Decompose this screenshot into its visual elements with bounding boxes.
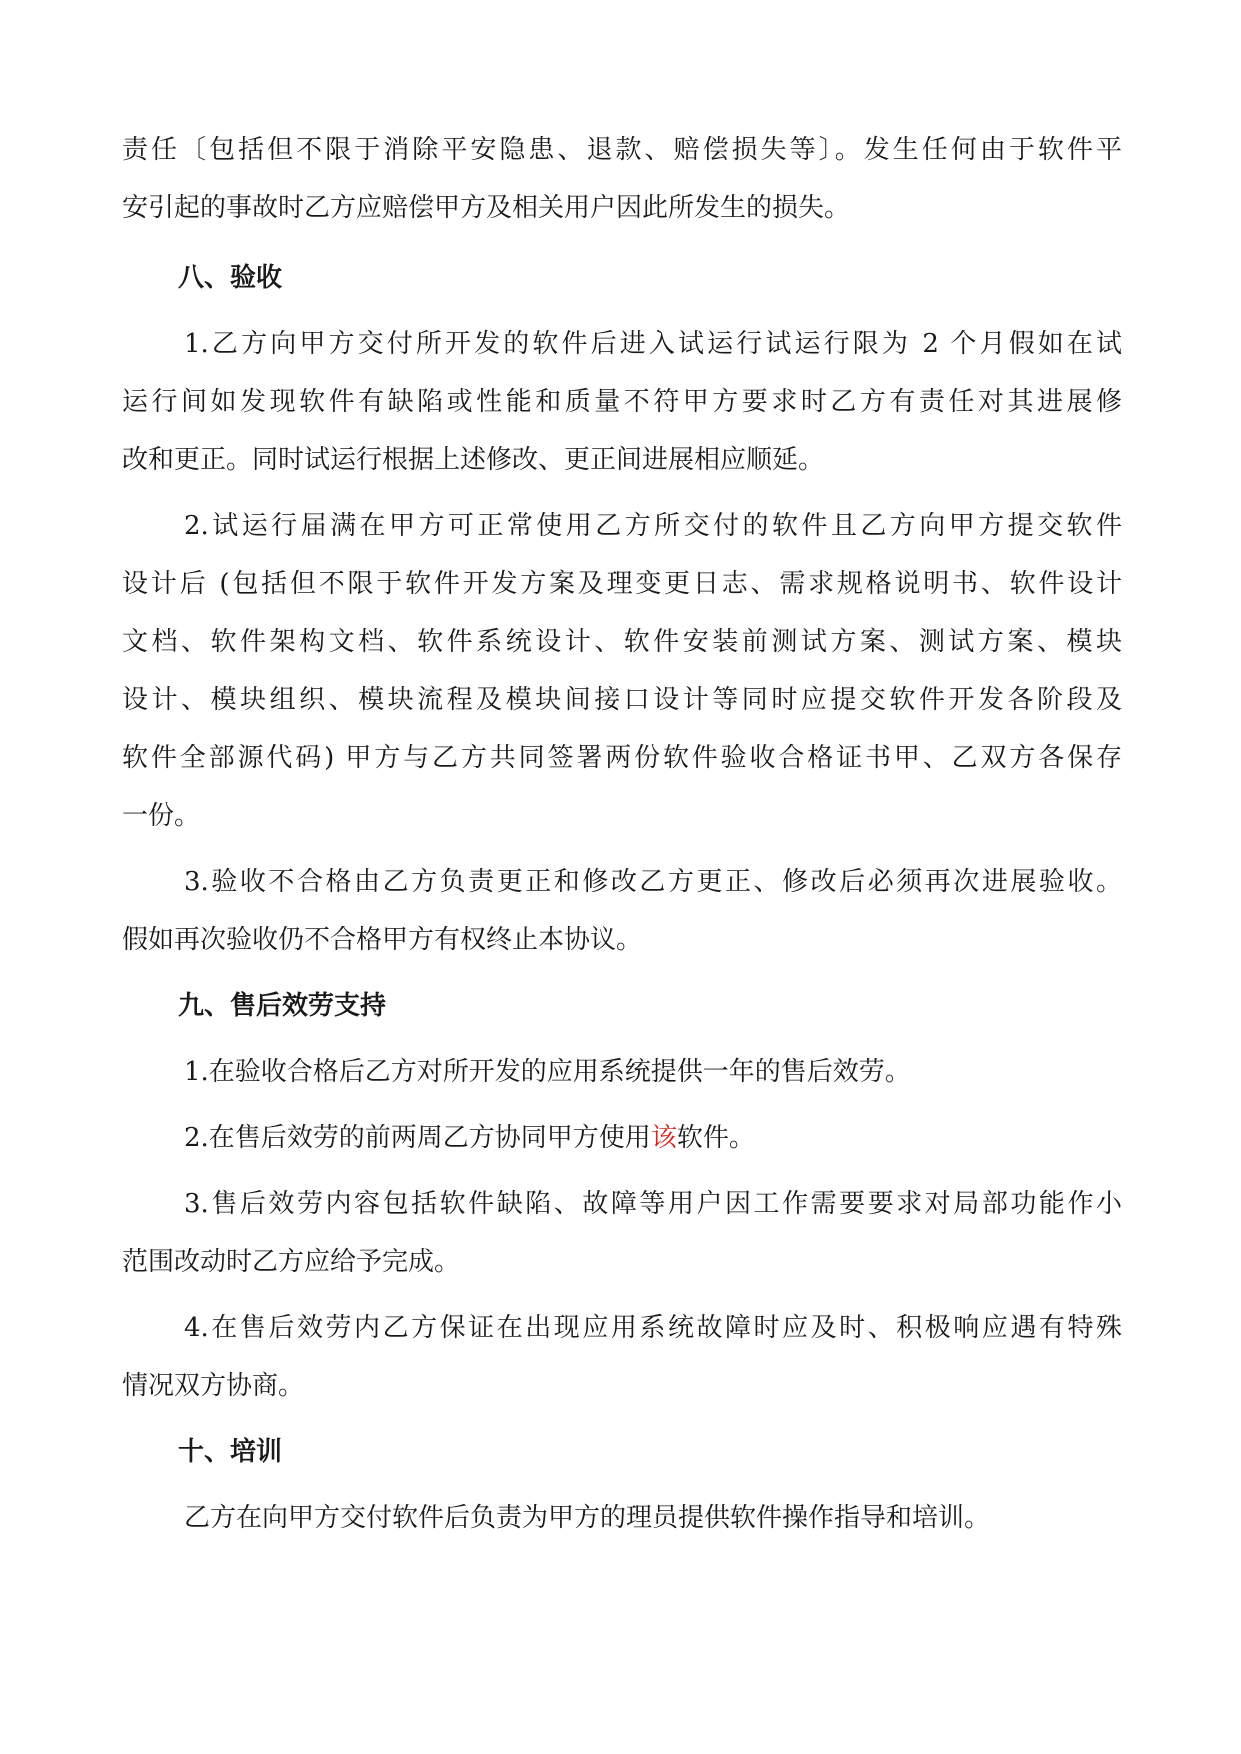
section-8-p1-line-2: 运行间如发现软件有缺陷或性能和质量不符甲方要求时乙方有责任对其进展修 (122, 387, 1122, 417)
section-9-p2-text-before: 2.在售后效劳的前两周乙方协同甲方使用 (184, 1123, 651, 1153)
section-9-p3-line-2: 范围改动时乙方应给予完成。 (122, 1247, 461, 1277)
section-8-p2-line-5: 软件全部源代码) 甲方与乙方共同签署两份软件验收合格证书甲、乙双方各保存 (122, 743, 1122, 773)
section-8-p1-line-1: 1.乙方向甲方交付所开发的软件后进入试运行试运行限为 2 个月假如在试 (184, 329, 1122, 359)
section-10-p1: 乙方在向甲方交付软件后负责为甲方的理员提供软件操作指导和培训。 (184, 1503, 991, 1533)
section-9-p2 (184, 1116, 1122, 1160)
section-9-p3-line-1: 3.售后效劳内容包括软件缺陷、故障等用户因工作需要要求对局部功能作小 (184, 1189, 1122, 1219)
section-9-p4-line-2: 情况双方协商。 (122, 1371, 305, 1401)
section-8-p1-line-3: 改和更正。同时试运行根据上述修改、更正间进展相应顺延。 (122, 445, 825, 475)
section-9-p2-text-after: 软件。 (676, 1123, 755, 1153)
section-8-p2-line-2: 设计后 (包括但不限于软件开发方案及理变更日志、需求规格说明书、软件设计 (122, 569, 1122, 599)
section-8-p2-line-3: 文档、软件架构文档、软件系统设计、软件安装前测试方案、测试方案、模块 (122, 627, 1122, 657)
section-8-p2-line-4: 设计、模块组织、模块流程及模块间接口设计等同时应提交软件开发各阶段及 (122, 685, 1122, 715)
highlighted-character: 该 (650, 1123, 677, 1153)
intro-line-1: 责任〔包括但不限于消除平安隐患、退款、赔偿损失等〕。发生任何由于软件平 (122, 135, 1122, 165)
section-9-p1: 1.在验收合格后乙方对所开发的应用系统提供一年的售后效劳。 (184, 1057, 911, 1087)
section-8-p3-line-2: 假如再次验收仍不合格甲方有权终止本协议。 (122, 925, 643, 955)
section-9-heading: 九、售后效劳支持 (178, 991, 387, 1021)
intro-line-2: 安引起的事故时乙方应赔偿甲方及相关用户因此所发生的损失。 (122, 193, 851, 223)
section-8-heading: 八、验收 (178, 263, 283, 293)
section-8-p3-line-1: 3.验收不合格由乙方负责更正和修改乙方更正、修改后必须再次进展验收。 (184, 867, 1122, 897)
section-9-p4-line-1: 4.在售后效劳内乙方保证在出现应用系统故障时应及时、积极响应遇有特殊 (184, 1313, 1122, 1343)
section-8-p2-line-1: 2.试运行届满在甲方可正常使用乙方所交付的软件且乙方向甲方提交软件 (184, 511, 1122, 541)
section-10-heading: 十、培训 (178, 1437, 283, 1467)
section-8-p2-line-6: 一份。 (122, 801, 201, 831)
